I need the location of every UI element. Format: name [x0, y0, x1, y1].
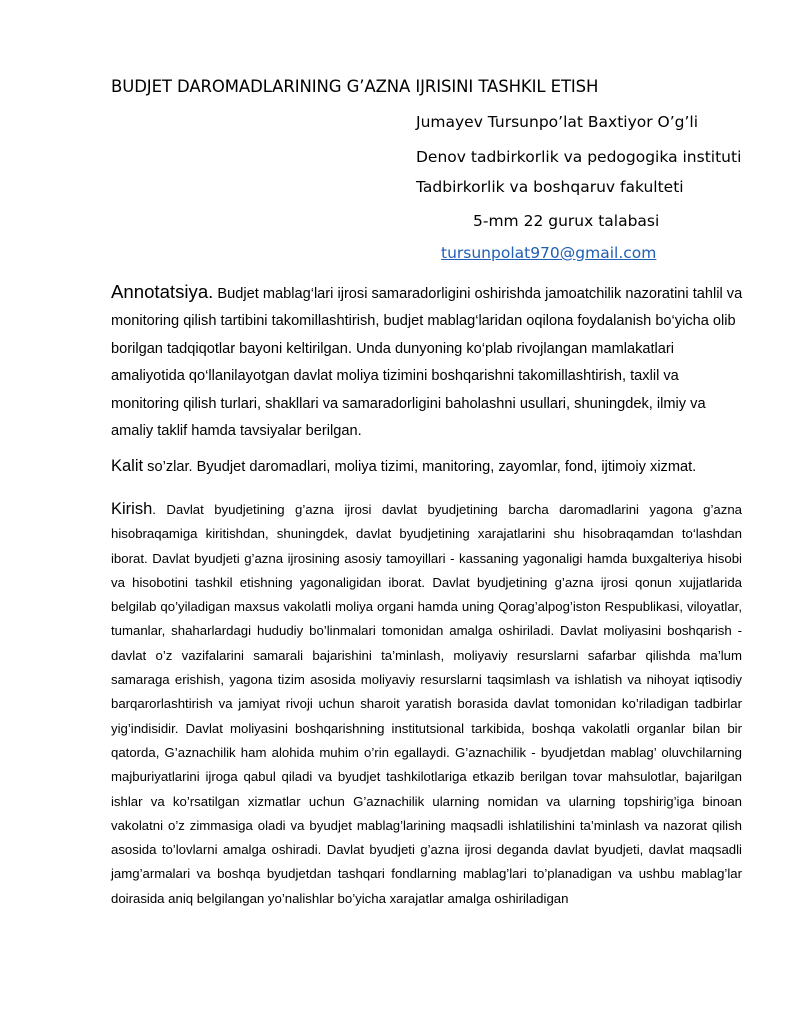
- abstract-heading: Annotatsiya.: [111, 281, 214, 302]
- author-institute: Denov tadbirkorlik va pedogogika instituti: [416, 148, 742, 166]
- abstract-text: Budjet mablag‘lari ijrosi samaradorligini oshirishda jamoatchilik nazoratini tahlil va monitoring qilish tartibini takomillashtirish, budjet mablag‘laridan oqilona foydalanish bo‘yicha olib borilgan tadqiqotlar bayoni keltirilgan. Unda dunyoning ko‘plab rivojlangan mamlakatlari amaliyotida qo‘llanilayotgan davlat moliya tizimini boshqarishni takomillashtirish, taxlil va monitoring qilish turlari, shakllari va samaradorligini baholashni usullari, shuningdek, ilmiy va amaliy taklif hamda tavsiyalar berilgan.: [111, 286, 743, 440]
- intro-paragraph: [111, 497, 742, 911]
- intro-heading: Kirish: [111, 500, 153, 518]
- paper-title: BUDJET DAROMADLARINING G’AZNA IJRISINI TASHKIL ETISH: [111, 77, 599, 96]
- author-email-link[interactable]: tursunpolat970@gmail.com: [441, 244, 657, 262]
- author-faculty: Tadbirkorlik va boshqaruv fakulteti: [416, 178, 684, 196]
- keywords-heading: Kalit: [111, 457, 144, 475]
- author-name: Jumayev Tursunpo’lat Baxtiyor O’g’li: [416, 113, 699, 131]
- intro-text: . Davlat byudjetining g’azna ijrosi davlat byudjetining barcha daromadlarini yagona g’azna hisobraqamiga kiritishdan, shuningdek, davlat byudjetining xarajatlarini shu hisobraqamdan to‘lashdan iborat. Davlat byudjeti g’azna ijrosining asosiy tamoyillari - kassaning yagonaligi hamda buxgalteriya hisobi va hisobotini tashkil etishning yagonaligidan iborat. Davlat byudjetining g’azna ijrosi qonun xujjatlarida belgilab qo’yiladigan maxsus vakolatli moliya organi hamda uning Qorag’alpog’iston Respublikasi, viloyatlar, tumanlar, shaharlardagi hududiy bo’linmalari tomonidan amalga oshiriladi. Davlat moliyasini boshqarish - davlat o’z vazifalarini samarali bajarishini ta’minlash, moliyaviy resurslarni safarbar qilishda ma’lum samaraga erishish, yagona tizim asosida moliyaviy resurslarni taqsimlash va ishlatish va nihoyat iqtisodiy barqarorlashtirish va jamiyat rivoji uchun sharoit yaratish borasida davlat tomonidan ko’riladigan tadbirlar yig’indisidir. Davlat moliyasini boshqarishning institutsional tarkibida, boshqa vakolatli organlar bilan bir qatorda, G’aznachilik ham alohida muhim o’rin egallaydi. G’aznachilik - byudjetdan mablag’ oluvchilarning majburiyatlarini ijroga qabul qiladi va byudjet tashkilotlariga etkazib berilgan tovar mahsulotlar, bajarilgan ishlar va ko’rsatilgan xizmatlar uchun G’aznachilik ularning nomidan va ularning topshirig’iga binoan vakolatni o’z zimmasiga oladi va byudjet mablag’larining maqsadli ishlatilishini ta’minlash va nazorat qilish asosida to’lovlarni amalga oshiradi. Davlat byudjeti g’azna ijrosi deganda davlat byudjeti, davlat maqsadli jamg’armalari va boshqa byudjetdan tashqari fondlarning mablag’lari to’planadigan va ushbu mablag’lar doirasida aniq belgilangan yo’nalishlar bo’yicha xarajatlar amalga oshiriladigan: [111, 502, 742, 906]
- abstract-paragraph: [111, 278, 743, 445]
- keywords-paragraph: [111, 453, 771, 481]
- keywords-text: so’zlar. Byudjet daromadlari, moliya tizimi, manitoring, zayomlar, fond, ijtimoiy xizmat.: [143, 459, 697, 475]
- author-group: 5-mm 22 gurux talabasi: [473, 212, 660, 230]
